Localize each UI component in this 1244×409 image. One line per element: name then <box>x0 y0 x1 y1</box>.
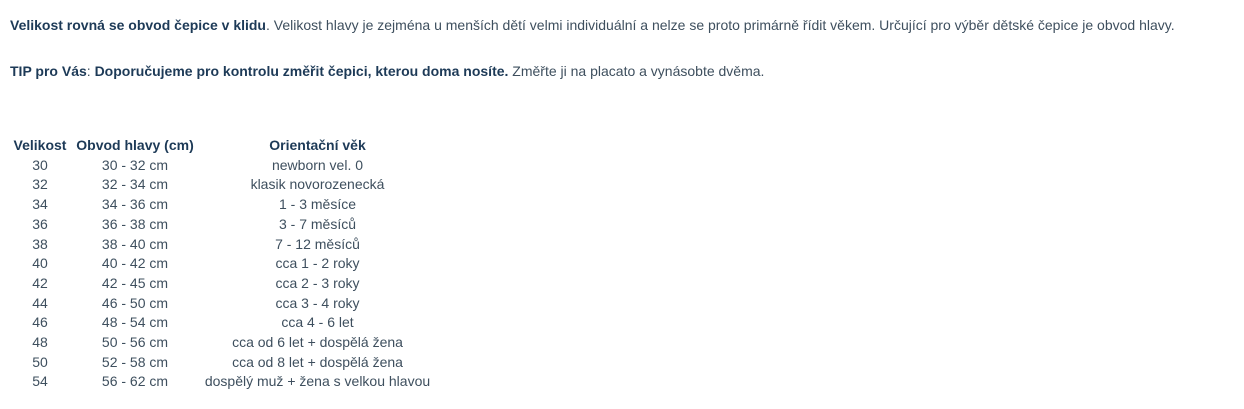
cell-size: 38 <box>32 235 48 252</box>
intro-paragraph <box>10 15 1236 35</box>
column-header-approximate-age: Orientační věk <box>269 137 366 153</box>
cell-size: 50 <box>32 353 48 370</box>
intro-bold-text: Velikost rovná se obvod čepice v klidu <box>10 17 266 33</box>
cell-size: 36 <box>32 215 48 232</box>
table-row <box>10 353 435 373</box>
cell-size: 48 <box>32 334 48 351</box>
table-row <box>10 294 435 314</box>
cell-head-circumference: 36 - 38 cm <box>101 215 169 232</box>
table-row <box>10 254 435 274</box>
table-row <box>10 372 435 392</box>
table-row <box>10 333 435 353</box>
tip-paragraph <box>10 61 1236 81</box>
cell-approximate-age: cca 3 - 4 roky <box>275 294 360 311</box>
size-table <box>10 136 435 392</box>
cell-head-circumference: 56 - 62 cm <box>101 373 169 390</box>
cell-approximate-age: cca od 6 let + dospělá žena <box>232 334 403 351</box>
cell-head-circumference: 48 - 54 cm <box>101 314 169 331</box>
cell-size: 46 <box>32 314 48 331</box>
cell-head-circumference: 52 - 58 cm <box>101 353 169 370</box>
cell-head-circumference: 42 - 45 cm <box>101 274 169 291</box>
cell-head-circumference: 30 - 32 cm <box>101 156 169 173</box>
tip-bold-text: Doporučujeme pro kontrolu změřit čepici, kterou doma nosíte. <box>94 63 509 79</box>
cell-approximate-age: cca 2 - 3 roky <box>275 274 360 291</box>
tip-rest-text: Změřte ji na placato a vynásobte dvěma. <box>508 63 765 79</box>
tip-label: TIP pro Vás <box>10 63 87 79</box>
column-header-head-circumference: Obvod hlavy (cm) <box>76 137 194 153</box>
table-row <box>10 235 435 255</box>
cell-head-circumference: 40 - 42 cm <box>101 255 169 272</box>
table-row <box>10 215 435 235</box>
cell-size: 44 <box>32 294 48 311</box>
table-row <box>10 274 435 294</box>
table-row <box>10 156 435 176</box>
cell-size: 40 <box>32 255 48 272</box>
intro-rest-text: . Velikost hlavy je zejména u menších dětí velmi individuální a nelze se proto primárně řídit věkem. Určující pro výběr dětské čepice je obvod hlavy. <box>266 17 1175 33</box>
cell-head-circumference: 50 - 56 cm <box>101 334 169 351</box>
cell-approximate-age: cca 1 - 2 roky <box>275 255 360 272</box>
cell-size: 54 <box>32 373 48 390</box>
cell-approximate-age: klasik novorozenecká <box>250 176 385 193</box>
cell-approximate-age: cca 4 - 6 let <box>281 314 354 331</box>
table-row <box>10 175 435 195</box>
cell-head-circumference: 32 - 34 cm <box>101 176 169 193</box>
column-header-size: Velikost <box>13 137 67 153</box>
cell-approximate-age: dospělý muž + žena s velkou hlavou <box>204 373 431 390</box>
cell-approximate-age: 3 - 7 měsíců <box>278 215 357 232</box>
header-row <box>10 136 435 156</box>
cell-approximate-age: 1 - 3 měsíce <box>278 196 357 213</box>
cell-head-circumference: 34 - 36 cm <box>101 196 169 213</box>
cell-head-circumference: 38 - 40 cm <box>101 235 169 252</box>
cell-approximate-age: 7 - 12 měsíců <box>275 235 360 252</box>
cell-size: 32 <box>32 176 48 193</box>
cell-size: 34 <box>32 196 48 213</box>
tip-separator: : <box>86 63 95 79</box>
cell-approximate-age: newborn vel. 0 <box>271 156 364 173</box>
cell-head-circumference: 46 - 50 cm <box>101 294 169 311</box>
table-row <box>10 195 435 215</box>
size-table-head <box>10 136 435 156</box>
cell-size: 42 <box>32 274 48 291</box>
size-table-body <box>10 156 435 392</box>
cell-size: 30 <box>32 156 48 173</box>
table-row <box>10 313 435 333</box>
cell-approximate-age: cca od 8 let + dospělá žena <box>232 353 403 370</box>
